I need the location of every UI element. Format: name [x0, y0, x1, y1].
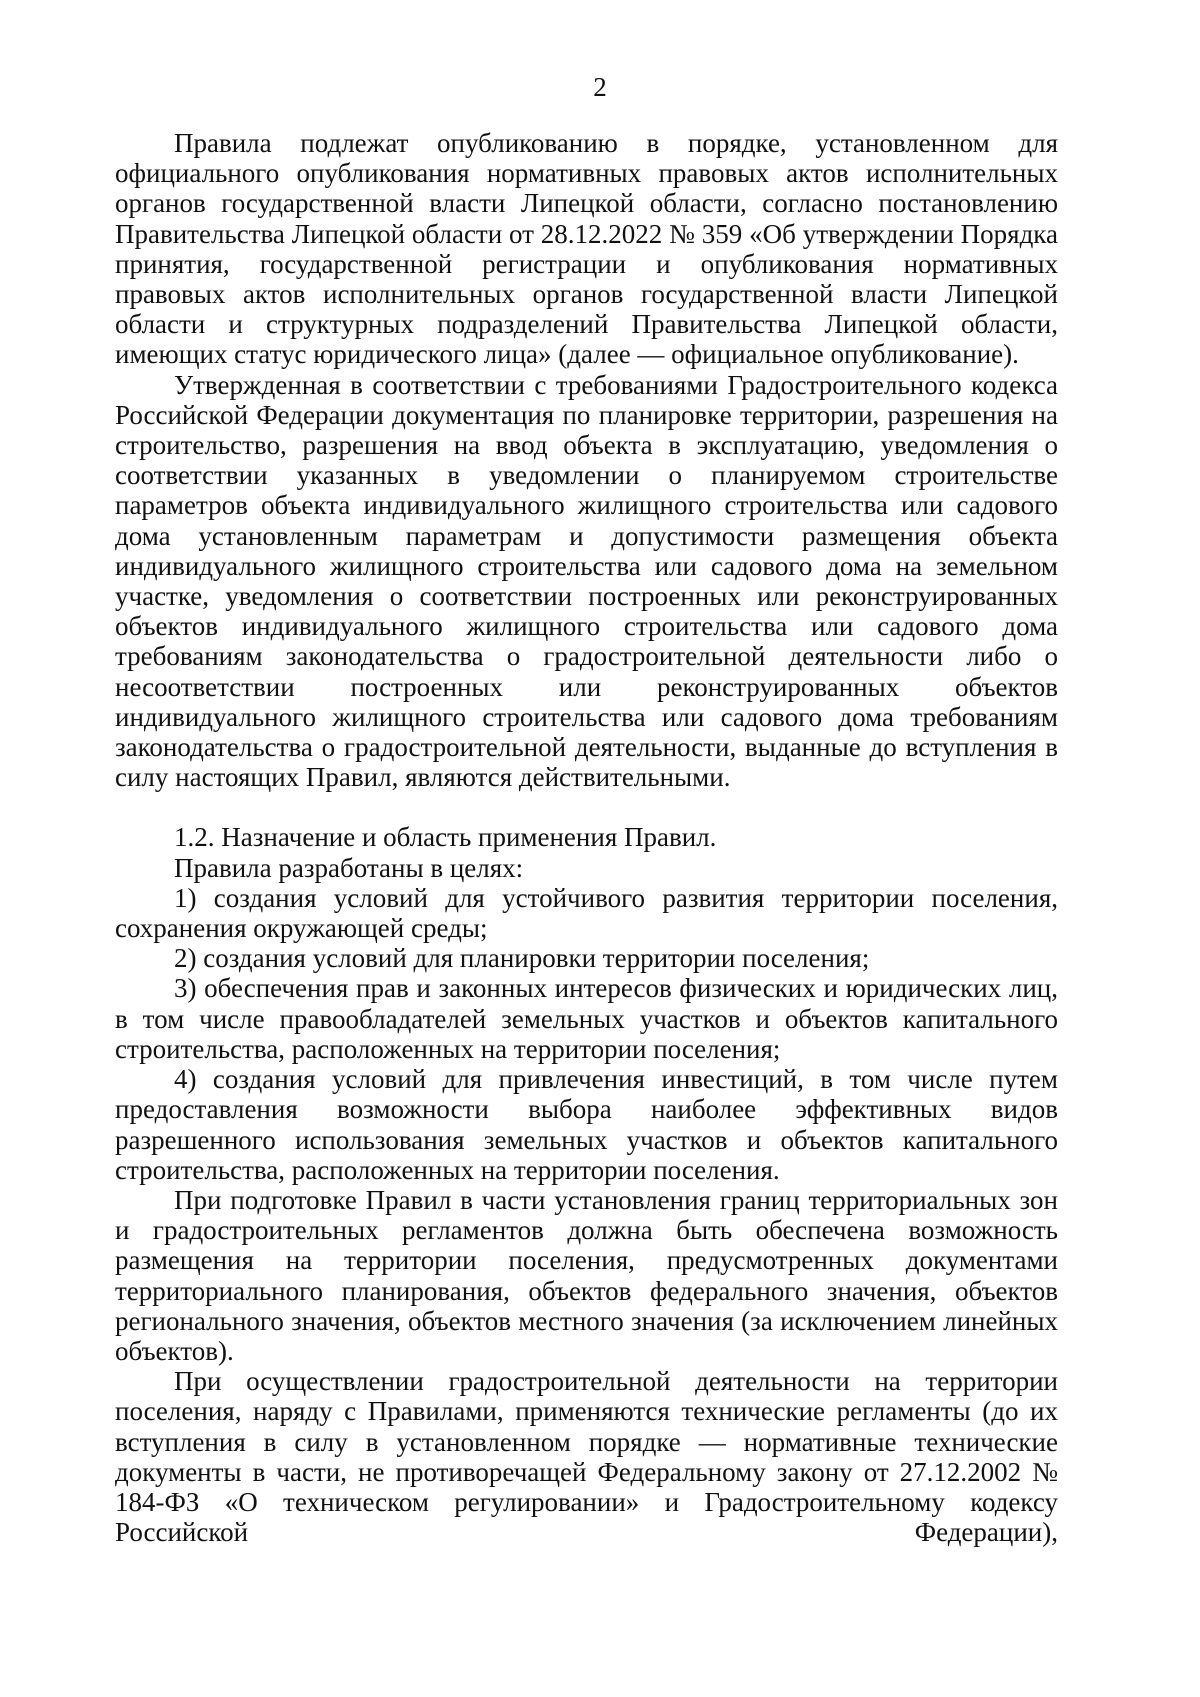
list-item-4: 4) создания условий для привлечения инвестиций, в том числе путем предоставления возможности выбора наиболее эффективных видов разрешенного использования земельных участков и объектов капитального строительства, расположенных на территории поселения. — [115, 1064, 1058, 1185]
list-item-3: 3) обеспечения прав и законных интересов физических и юридических лиц, в том числе правообладателей земельных участков и объектов капитального строительства, расположенных на территории поселения; — [115, 973, 1058, 1064]
list-item-1: 1) создания условий для устойчивого развития территории поселения, сохранения окружающей среды; — [115, 882, 1058, 944]
list-item-2: 2) создания условий для планировки территории поселения; — [174, 943, 870, 974]
paragraph-publication: Правила подлежат опубликованию в порядке, установленном для официального опубликования нормативных правовых актов исполнительных органов государственной власти Липецкой области, согласно постановлению Правительства Липецкой области от 28.12.2022 № 359 «Об утверждении Порядка принятия, государственной регистрации и опубликования нормативных правовых актов исполнительных органов государственной власти Липецкой области и структурных подразделений Правительства Липецкой области, имеющих статус юридического лица» (далее — официальное опубликование). — [115, 128, 1058, 370]
paragraph-validity: Утвержденная в соответствии с требованиями Градостроительного кодекса Российской Федерации документация по планировке территории, разрешения на строительство, разрешения на ввод объекта в эксплуатацию, уведомления о соответствии указанных в уведомлении о планируемом строительстве параметров объекта индивидуального жилищного строительства или садового дома установленным параметрам и допустимости размещения объекта индивидуального жилищного строительства или садового дома на земельном участке, уведомления о соответствии построенных или реконструированных объектов индивидуального жилищного строительства или садового дома требованиям законодательства о градостроительной деятельности либо о несоответствии построенных или реконструированных объектов индивидуального жилищного строительства или садового дома требованиям законодательства о градостроительной деятельности, выданные до вступления в силу настоящих Правил, являются действительными. — [115, 369, 1058, 793]
paragraph-zones: При подготовке Правил в части установления границ территориальных зон и градостроительных регламентов должна быть обеспечена возможность размещения на территории поселения, предусмотренных документами территориального планирования, объектов федерального значения, объектов регионального значения, объектов местного значения (за исключением линейных объектов). — [115, 1184, 1058, 1366]
paragraph-regulations: При осуществлении градостроительной деятельности на территории поселения, наряду с Правилами, применяются технические регламенты (до их вступления в силу в установленном порядке — нормативные технические документы в части, не противоречащей Федеральному закону от 27.12.2002 № 184-ФЗ «О техническом регулировании» и Градостроительному кодексу Российской Федерации), — [115, 1366, 1058, 1548]
document-body — [115, 128, 1058, 1547]
page-number: 2 — [593, 72, 607, 102]
paragraph-purposes-intro: Правила разработаны в целях: — [174, 852, 524, 883]
paragraph-spacer — [115, 792, 1058, 822]
section-heading-1-2: 1.2. Назначение и область применения Правил. — [174, 822, 717, 853]
